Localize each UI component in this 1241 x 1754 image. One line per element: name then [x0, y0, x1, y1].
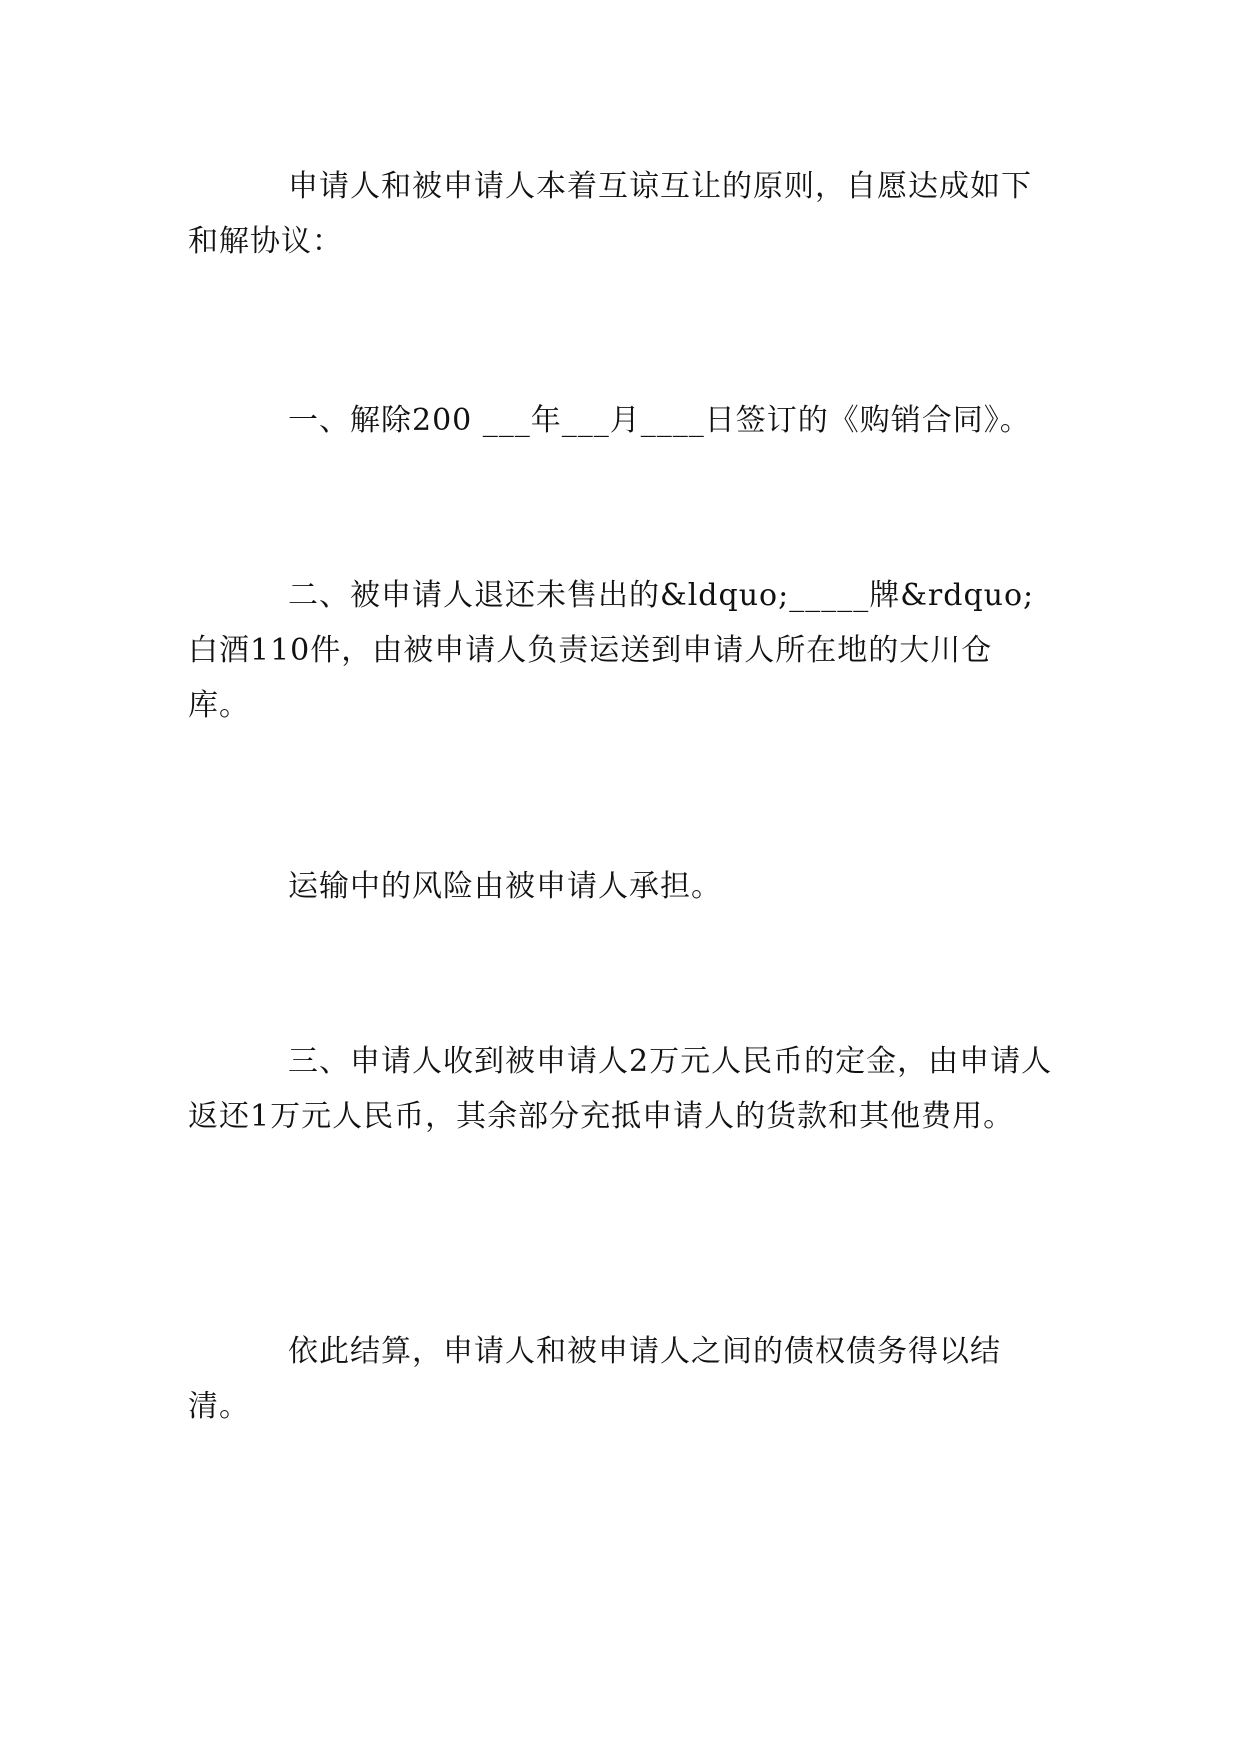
paragraph-clause-three: 三、申请人收到被申请人2万元人民币的定金，由申请人返还1万元人民币，其余部分充抵申请人的货款和其他费用。: [188, 1044, 1053, 1134]
paragraph-transport-risk: 运输中的风险由被申请人承担。: [288, 869, 722, 904]
paragraph-clause-one: 一、解除200 ___年___月____日签订的《购销合同》。: [288, 403, 1031, 438]
paragraph-agreement-intro: 申请人和被申请人本着互谅互让的原则，自愿达成如下和解协议：: [188, 169, 1032, 259]
paragraph-settlement: 依此结算，申请人和被申请人之间的债权债务得以结清。: [188, 1334, 1001, 1424]
paragraph-clause-two: 二、被申请人退还未售出的&ldquo;_____牌&rdquo;白酒110件，由被申请人负责运送到申请人所在地的大川仓库。: [188, 578, 1035, 723]
